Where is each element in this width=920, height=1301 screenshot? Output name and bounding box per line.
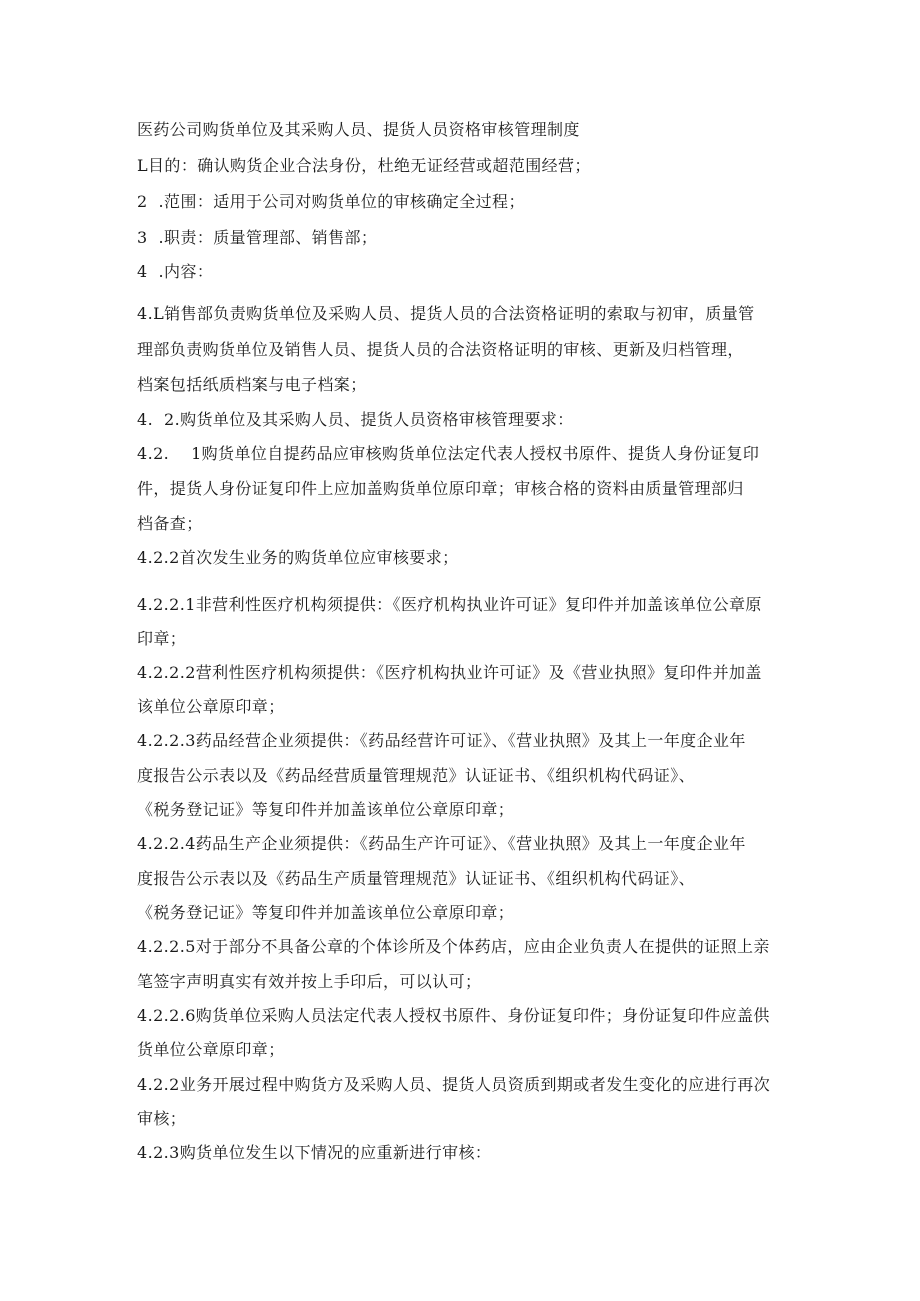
paragraph-line: 4.2.2.3药品经营企业须提供：《药品经营许可证》、《营业执照》及其上一年度企业年 (137, 731, 746, 750)
paragraph-line: 档备查； (137, 514, 203, 533)
section-responsibility: 3 .职责：质量管理部、销售部； (137, 228, 378, 247)
section-purpose: L目的：确认购货企业合法身份，杜绝无证经营或超范围经营； (137, 156, 591, 175)
document-title: 医药公司购货单位及其采购人员、提货人员资格审核管理制度 (137, 120, 580, 139)
paragraph-line: 4.2.2首次发生业务的购货单位应审核要求； (137, 548, 459, 567)
paragraph-line: 件，提货人身份证复印件上应加盖购货单位原印章；审核合格的资料由质量管理部归 (137, 479, 744, 498)
paragraph-line: 《税务登记证》等复印件并加盖该单位公章原印章； (137, 903, 515, 922)
paragraph-line: 度报告公示表以及《药品生产质量管理规范》认证证书、《组织机构代码证》、 (137, 869, 696, 888)
paragraph-line: 笔签字声明真实有效并按上手印后，可以认可； (137, 972, 482, 991)
paragraph-line: 度报告公示表以及《药品经营质量管理规范》认证证书、《组织机构代码证》、 (137, 766, 696, 785)
paragraph-line: 档案包括纸质档案与电子档案； (137, 375, 367, 394)
paragraph-line: 4.2.2业务开展过程中购货方及采购人员、提货人员资质到期或者发生变化的应进行再次 (137, 1075, 771, 1094)
paragraph-line: 4.2.2.2营利性医疗机构须提供：《医疗机构执业许可证》及《营业执照》复印件并加盖 (137, 663, 762, 682)
paragraph-line: 4.2.2.1非营利性医疗机构须提供：《医疗机构执业许可证》复印件并加盖该单位公章原 (137, 595, 762, 614)
paragraph-line: 《税务登记证》等复印件并加盖该单位公章原印章； (137, 800, 515, 819)
paragraph-line: 4.2.3购货单位发生以下情况的应重新进行审核： (137, 1143, 492, 1162)
paragraph-line: 4.L销售部负责购货单位及采购人员、提货人员的合法资格证明的索取与初审，质量管 (137, 304, 755, 323)
paragraph-line: 理部负责购货单位及销售人员、提货人员的合法资格证明的审核、更新及归档管理， (137, 340, 744, 359)
paragraph-line: 该单位公章原印章； (137, 697, 285, 716)
paragraph-line: 审核； (137, 1109, 187, 1128)
paragraph-line: 印章； (137, 629, 187, 648)
paragraph-line: 货单位公章原印章； (137, 1040, 285, 1059)
paragraph-line: 4.2.2.5对于部分不具备公章的个体诊所及个体药店，应由企业负责人在提供的证照上亲 (137, 937, 770, 956)
paragraph-line: 4.2. 1购货单位自提药品应审核购货单位法定代表人授权书原件、提货人身份证复印 (137, 444, 760, 463)
section-heading: 4. 2.购货单位及其采购人员、提货人员资格审核管理要求： (137, 410, 574, 429)
section-scope: 2 .范围：适用于公司对购货单位的审核确定全过程； (137, 192, 525, 211)
paragraph-line: 4.2.2.6购货单位采购人员法定代表人授权书原件、身份证复印件；身份证复印件应盖供 (137, 1006, 770, 1025)
section-content-heading: 4 .内容： (137, 262, 214, 281)
paragraph-line: 4.2.2.4药品生产企业须提供：《药品生产许可证》、《营业执照》及其上一年度企业年 (137, 834, 746, 853)
